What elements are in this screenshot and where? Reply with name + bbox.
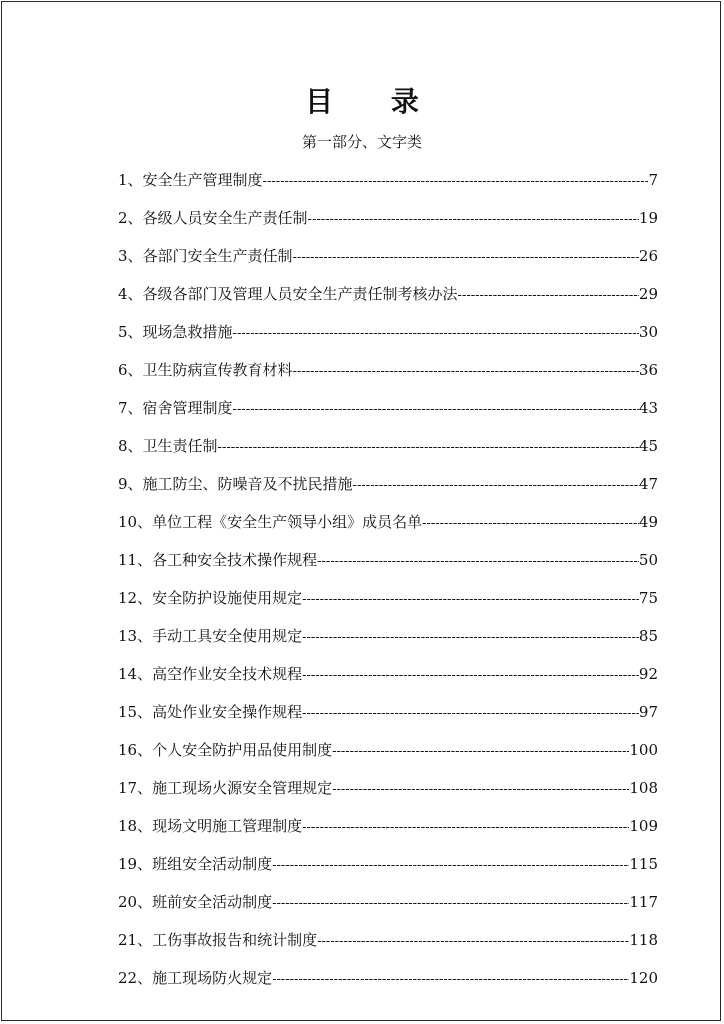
toc-dot-leader [302, 663, 639, 689]
toc-entry-11[interactable] [118, 547, 658, 585]
toc-entry-22[interactable] [118, 965, 658, 1003]
toc-entry-page: 49 [638, 513, 658, 531]
toc-entry-label: 21、工伤事故报告和统计制度 [118, 931, 318, 949]
toc-entry-3[interactable] [118, 243, 658, 281]
toc-entry-6[interactable] [118, 357, 658, 395]
toc-entry-page: 50 [638, 551, 658, 569]
toc-entry-label: 5、现场急救措施 [118, 323, 233, 341]
toc-entry-label: 13、手动工具安全使用规定 [118, 627, 303, 645]
toc-entry-page: 100 [629, 741, 658, 759]
toc-entry-4[interactable] [118, 281, 658, 319]
toc-dot-leader [458, 283, 639, 309]
toc-entry-label: 7、宿舍管理制度 [118, 399, 233, 417]
toc-dot-leader [233, 397, 639, 423]
toc-dot-leader [272, 891, 629, 917]
toc-entry-label: 10、单位工程《安全生产领导小组》成员名单 [118, 513, 423, 531]
toc-entry-label: 19、班组安全活动制度 [118, 855, 273, 873]
toc-entry-label: 4、各级各部门及管理人员安全生产责任制考核办法 [118, 285, 458, 303]
toc-entry-page: 36 [638, 361, 658, 379]
toc-dot-leader [353, 473, 639, 499]
toc-entry-page: 19 [638, 209, 658, 227]
toc-entry-19[interactable] [118, 851, 658, 889]
toc-dot-leader [332, 739, 629, 765]
toc-entry-page: 29 [638, 285, 658, 303]
toc-entry-12[interactable] [118, 585, 658, 623]
toc-entry-21[interactable] [118, 927, 658, 965]
toc-entry-5[interactable] [118, 319, 658, 357]
toc-dot-leader [263, 169, 649, 195]
toc-dot-leader [302, 815, 629, 841]
toc-entry-14[interactable] [118, 661, 658, 699]
toc-entry-page: 97 [638, 703, 658, 721]
page-subtitle: 第一部分、文字类 [301, 133, 422, 151]
toc-dot-leader [302, 587, 639, 613]
toc-dot-leader [317, 929, 629, 955]
toc-dot-leader [233, 321, 639, 347]
toc-entry-15[interactable] [118, 699, 658, 737]
toc-entry-label: 15、高处作业安全操作规程 [118, 703, 303, 721]
toc-entry-page: 120 [629, 969, 658, 987]
toc-entry-8[interactable] [118, 433, 658, 471]
toc-dot-leader [308, 207, 639, 233]
toc-dot-leader [422, 511, 639, 537]
toc-entry-page: 117 [629, 893, 658, 911]
toc-entry-page: 85 [638, 627, 658, 645]
toc-entry-page: 30 [638, 323, 658, 341]
toc-dot-leader [302, 701, 639, 727]
toc-entry-label: 6、卫生防病宣传教育材料 [118, 361, 293, 379]
toc-dot-leader [293, 359, 639, 385]
toc-entry-label: 22、施工现场防火规定 [118, 969, 273, 987]
toc-entry-page: 43 [638, 399, 658, 417]
toc-entry-label: 20、班前安全活动制度 [118, 893, 273, 911]
toc-entry-label: 18、现场文明施工管理制度 [118, 817, 303, 835]
toc-dot-leader [302, 625, 639, 651]
table-of-contents [118, 167, 658, 1003]
toc-entry-label: 3、各部门安全生产责任制 [118, 247, 293, 265]
toc-entry-18[interactable] [118, 813, 658, 851]
toc-dot-leader [293, 245, 639, 271]
toc-dot-leader [332, 777, 629, 803]
toc-entry-1[interactable] [118, 167, 658, 205]
toc-entry-9[interactable] [118, 471, 658, 509]
toc-entry-label: 14、高空作业安全技术规程 [118, 665, 303, 683]
toc-entry-page: 92 [638, 665, 658, 683]
toc-entry-page: 109 [629, 817, 658, 835]
toc-dot-leader [272, 853, 629, 879]
toc-entry-label: 16、个人安全防护用品使用制度 [118, 741, 333, 759]
page-title: 目 录 [305, 85, 443, 118]
toc-entry-page: 115 [629, 855, 658, 873]
toc-entry-2[interactable] [118, 205, 658, 243]
toc-dot-leader [218, 435, 639, 461]
toc-entry-label: 8、卫生责任制 [118, 437, 218, 455]
toc-entry-page: 118 [629, 931, 658, 949]
toc-entry-7[interactable] [118, 395, 658, 433]
toc-entry-page: 47 [638, 475, 658, 493]
toc-entry-label: 17、施工现场火源安全管理规定 [118, 779, 333, 797]
toc-dot-leader [272, 967, 629, 993]
toc-entry-13[interactable] [118, 623, 658, 661]
toc-entry-page: 108 [629, 779, 658, 797]
toc-entry-page: 75 [638, 589, 658, 607]
toc-entry-label: 1、安全生产管理制度 [118, 171, 263, 189]
toc-entry-page: 26 [638, 247, 658, 265]
toc-entry-label: 12、安全防护设施使用规定 [118, 589, 303, 607]
toc-entry-17[interactable] [118, 775, 658, 813]
toc-entry-label: 11、各工种安全技术操作规程 [118, 551, 318, 569]
toc-entry-label: 2、各级人员安全生产责任制 [118, 209, 308, 227]
toc-entry-20[interactable] [118, 889, 658, 927]
toc-entry-10[interactable] [118, 509, 658, 547]
toc-dot-leader [317, 549, 639, 575]
toc-entry-page: 45 [638, 437, 658, 455]
toc-entry-page: 7 [648, 171, 658, 189]
toc-entry-16[interactable] [118, 737, 658, 775]
toc-entry-label: 9、施工防尘、防噪音及不扰民措施 [118, 475, 353, 493]
